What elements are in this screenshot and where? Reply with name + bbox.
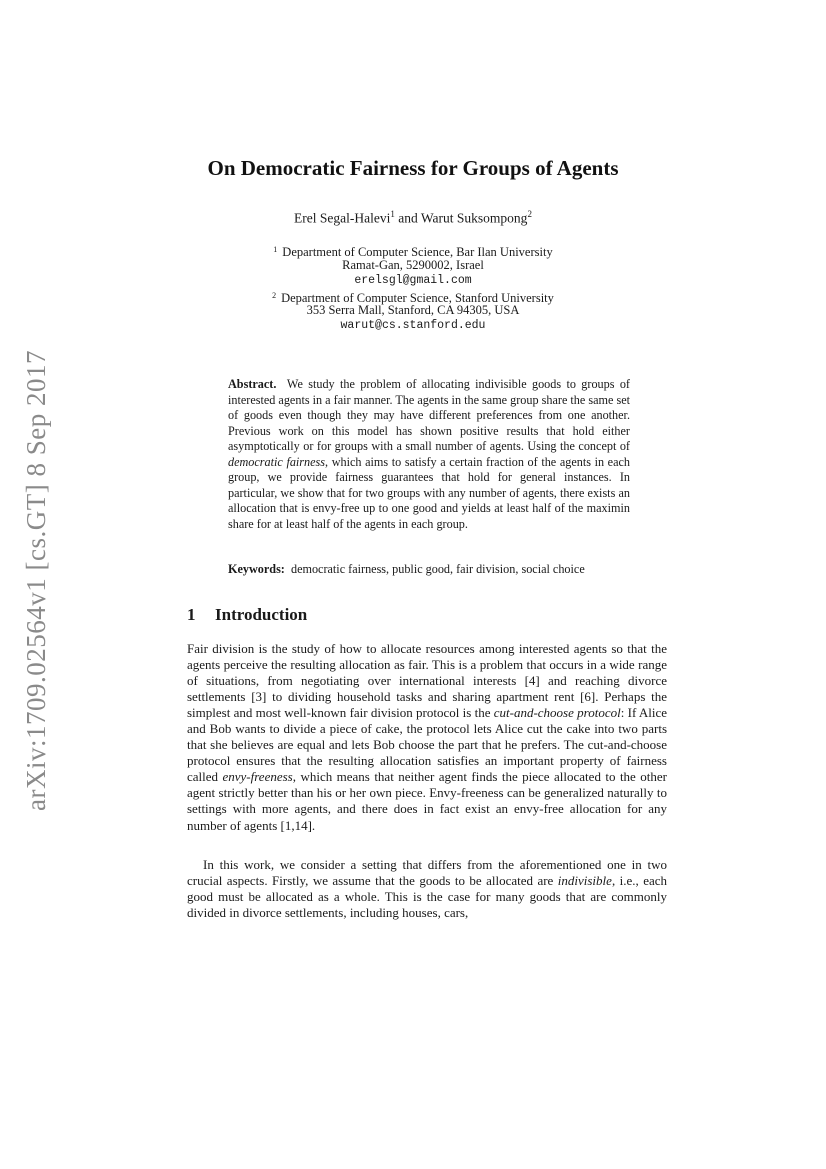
affiliation-address: Ramat-Gan, 5290002, Israel	[342, 258, 484, 272]
author-name: Warut Suksompong	[420, 210, 528, 226]
author-name: Erel Segal-Halevi	[294, 210, 391, 226]
affiliation-address: 353 Serra Mall, Stanford, CA 94305, USA	[306, 303, 520, 317]
paper-title: On Democratic Fairness for Groups of Agents	[207, 156, 619, 180]
affiliation-dept: $^1$ Department of Computer Science, Bar Ilan University	[273, 245, 553, 259]
abstract-text: , which aims to satisfy a certain fraction of the agents in each group, we provide fairness guarantees that hold for general instances. In particular, we show that for two groups with any number of agents, there exists an allocation that is envy-free up to one good and yields at least half of the maximin share for at least half of the agents in each group.	[228, 454, 630, 531]
emphasized-term: cut-and-choose protocol	[493, 705, 621, 721]
affiliation-marker: 2	[272, 291, 277, 300]
arxiv-identifier-stamp	[12, 345, 60, 815]
emphasized-term: indivisible	[557, 873, 612, 889]
abstract	[228, 377, 630, 532]
author-email[interactable]: erelsgl@gmail.com	[354, 274, 472, 287]
affiliation-dept: $^2$ Department of Computer Science, Stanford University	[272, 291, 554, 305]
affiliation-marker: 1	[273, 245, 278, 254]
section-number: 1	[187, 605, 196, 624]
abstract-label: Abstract.	[228, 377, 277, 391]
keywords	[228, 562, 648, 577]
body-paragraph: Fair division is the study of how to allocate resources among interested agents so that the agents perceive the resulting allocation as fair. This is a problem that occurs in a wide range of situations, from negotiating over international interests [4] and reaching divorce settlements [3] to dividing household tasks and sharing apartment rent [6]. Perhaps the simplest and most well-known fair division protocol is the cut-and-choose protocol: If Alice and Bob wants to divide a piece of cake, the protocol lets Alice cut the cake into two parts that she believes are equal and lets Bob choose the part that he prefers. The cut-and-choose protocol ensures that the resulting allocation satisfies an important property of fairness called envy-freeness, which means that neither agent finds the piece allocated to the other agent strictly better than his or her own piece. Envy-freeness can be generalized naturally to settings with more agents, and there does in fact exist an envy-free allocation for any number of agents [1,14].	[187, 641, 667, 833]
section-heading	[187, 605, 307, 625]
section-title: Introduction	[215, 605, 308, 624]
author-line	[0, 209, 826, 227]
body-paragraph: In this work, we consider a setting that differs from the aforementioned one in two crucial aspects. Firstly, we assume that the goods to be allocated are indivisible, i.e., each good must be allocated as a whole. This is the case for many goods that are commonly divided in divorce settlements, including houses, cars,	[187, 857, 667, 921]
affiliation-marker: 2	[527, 209, 532, 219]
keywords-text: democratic fairness, public good, fair division, social choice	[290, 562, 585, 576]
author-email[interactable]: warut@cs.stanford.edu	[340, 319, 486, 332]
abstract-text: We study the problem of allocating indivisible goods to groups of interested agents in a fair manner. The agents in the same group share the same set of goods even though they may have different preferences from one another. Previous work on this model has shown positive results that hold either asymptotically or for groups with a small number of agents. Using the concept of	[228, 377, 630, 454]
keywords-label: Keywords:	[228, 562, 285, 576]
affiliation-marker: 1	[390, 209, 395, 219]
emphasized-term: envy-freeness	[222, 769, 293, 785]
author-conjunction: and	[394, 210, 421, 226]
abstract-term: democratic fairness	[228, 454, 326, 469]
arxiv-stamp-text: arXiv:1709.02564v1 [cs.GT] 8 Sep 2017	[20, 349, 51, 811]
